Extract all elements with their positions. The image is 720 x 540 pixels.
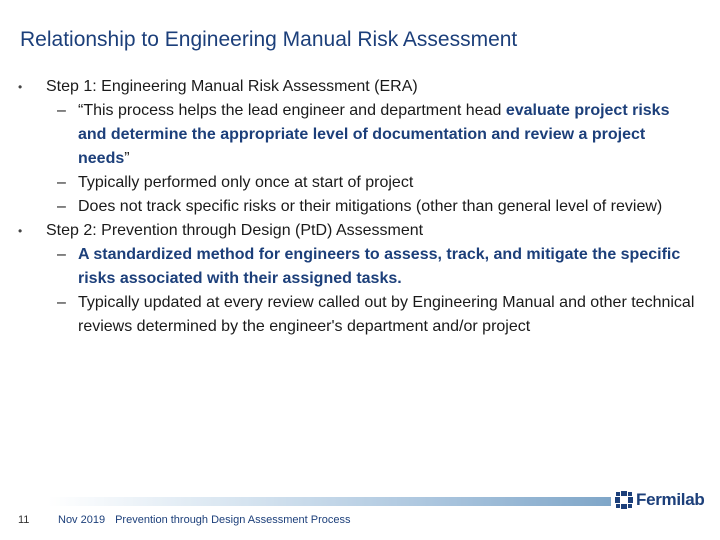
dash-icon: –: [57, 102, 66, 119]
sub-bullet: [0, 171, 698, 195]
sub-bullet-emphasis: A standardized method for engineers to assess, track, and mitigate the specific risks associated with their assigned tasks.: [78, 246, 681, 287]
footer-presentation-title: Prevention through Design Assessment Process: [115, 514, 351, 526]
sub-bullet: [0, 291, 698, 339]
logo-text: Fermilab: [636, 490, 705, 509]
slide-title: Relationship to Engineering Manual Risk Assessment: [20, 28, 518, 51]
dash-icon: –: [57, 246, 66, 263]
dash-icon: –: [57, 294, 66, 311]
sub-bullet-post: ”: [124, 150, 130, 167]
slide-content: [0, 75, 720, 339]
page-number: 11: [18, 514, 30, 526]
bullet-text: Step 2: Prevention through Design (PtD) Assessment: [46, 222, 424, 239]
fermilab-logo: [615, 488, 704, 512]
bullet-dot-icon: •: [18, 224, 23, 238]
footer-gradient-bar: [48, 497, 611, 506]
bullet-step-2: [0, 219, 696, 243]
sub-bullet-text: Typically performed only once at start of project: [78, 174, 414, 191]
dash-icon: –: [57, 174, 66, 191]
sub-bullet-pre: “This process helps the lead engineer and department head: [78, 102, 506, 119]
sub-bullet-emphasis: evaluate project risks and determine the appropriate level of documentation and review a project needs: [78, 102, 670, 167]
sub-bullet: [0, 99, 698, 171]
sub-bullet: [0, 243, 698, 291]
fermilab-logo-icon: [615, 491, 633, 509]
bullet-text: Step 1: Engineering Manual Risk Assessment (ERA): [46, 78, 418, 95]
bullet-step-1: [0, 75, 696, 99]
footer-caption: [58, 514, 351, 526]
sub-bullet: [0, 195, 698, 219]
sub-bullet-text: Typically updated at every review called out by Engineering Manual and other technical reviews determined by the engineer's department and/or project: [78, 294, 695, 335]
sub-bullet-text: Does not track specific risks or their mitigations (other than general level of review): [78, 198, 663, 215]
footer-date: Nov 2019: [58, 514, 106, 526]
bullet-dot-icon: •: [18, 80, 23, 94]
dash-icon: –: [57, 198, 66, 215]
